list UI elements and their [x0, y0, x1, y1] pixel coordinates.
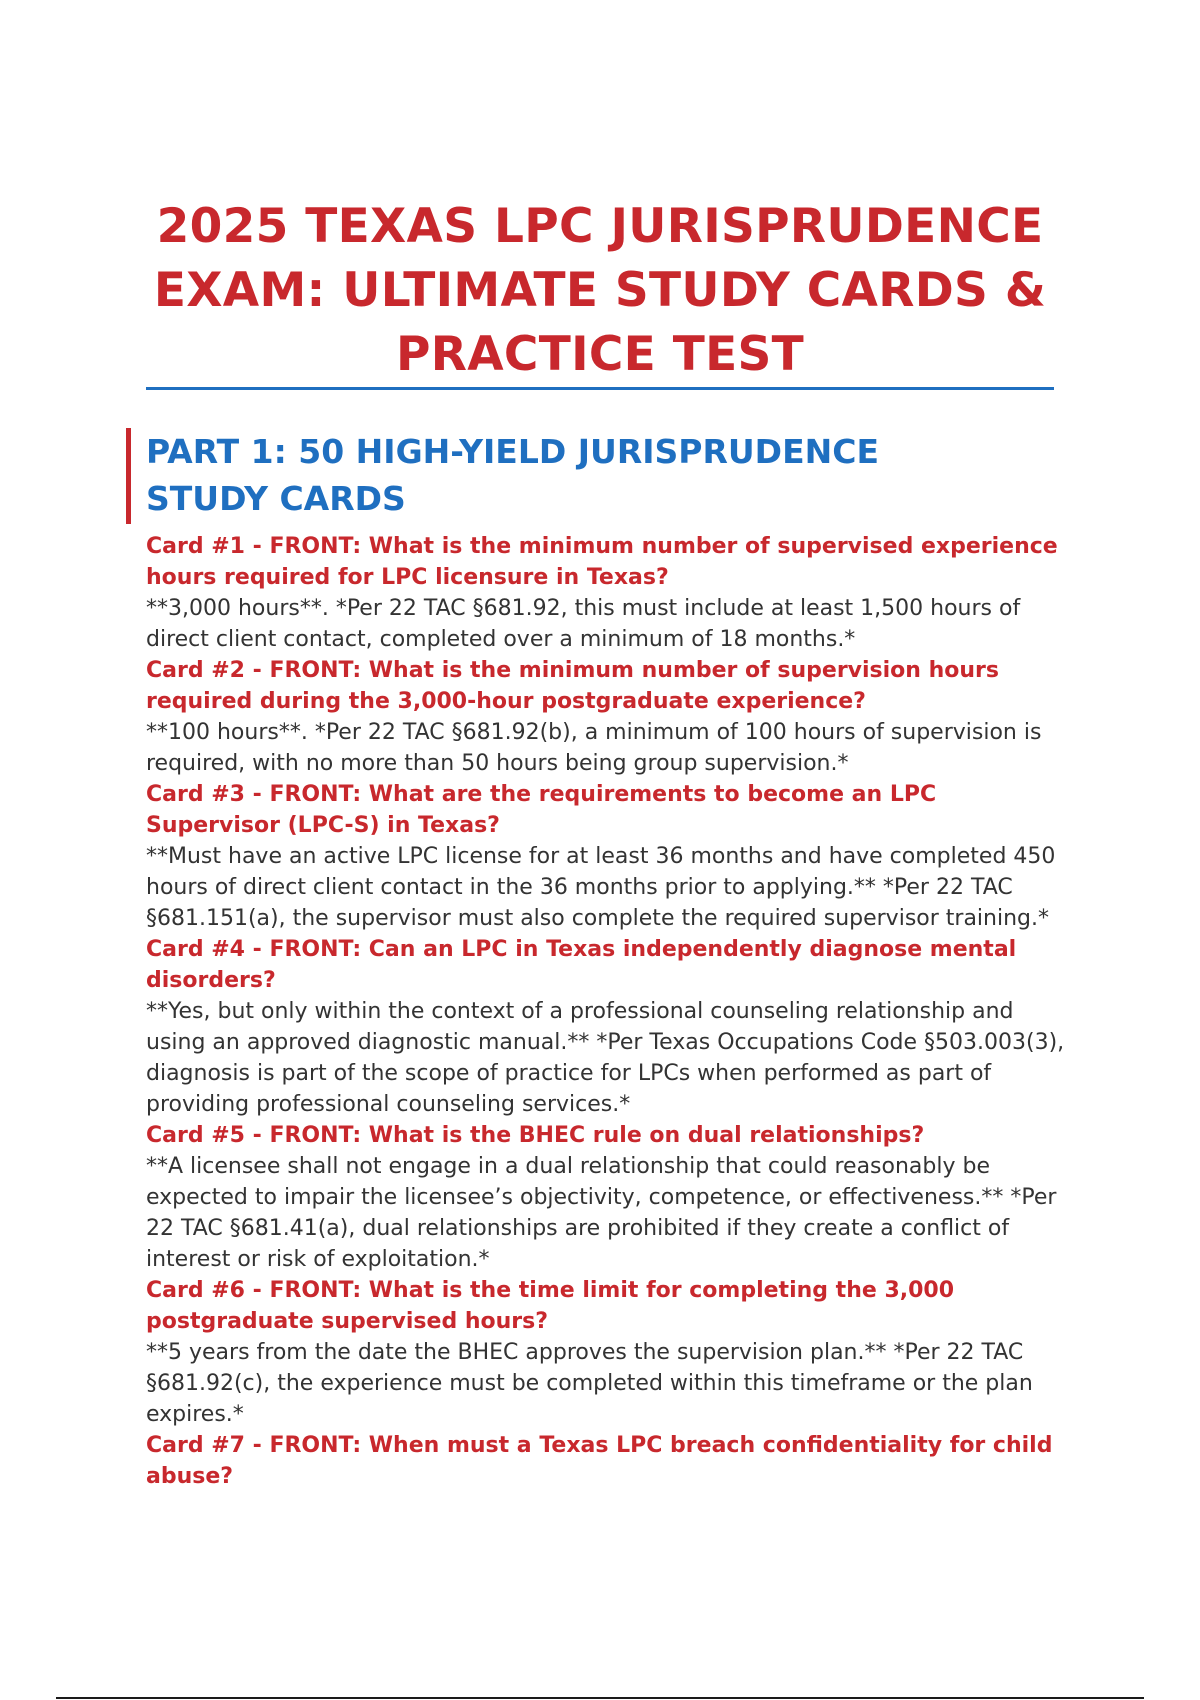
study-card — [146, 934, 1066, 1120]
card-question: Card #1 - FRONT: What is the minimum number of supervised experience hours required for LPC licensure in Texas? — [146, 534, 1058, 590]
document-title: 2025 TEXAS LPC JURISPRUDENCE EXAM: ULTIMATE STUDY CARDS & PRACTICE TEST — [153, 199, 1047, 382]
card-question: Card #6 - FRONT: What is the time limit for completing the 3,000 postgraduate supervised hours? — [146, 1278, 955, 1334]
study-card — [146, 1275, 1066, 1430]
card-question: Card #2 - FRONT: What is the minimum number of supervision hours required during the 3,000-hour postgraduate experience? — [146, 658, 1000, 714]
card-question: Card #5 - FRONT: What is the BHEC rule on dual relationships? — [146, 1123, 925, 1148]
section-accent-bar — [126, 428, 131, 524]
study-card — [146, 1430, 1066, 1492]
card-answer: **A licensee shall not engage in a dual relationship that could reasonably be expected to impair the licensee’s objectivity, competence, or effectiveness.** *Per 22 TAC §681.41(a), dual relationships are prohibited if they create a conflict of interest or risk of exploitation.* — [146, 1154, 1057, 1272]
study-card — [146, 779, 1066, 934]
card-question: Card #4 - FRONT: Can an LPC in Texas independently diagnose mental disorders? — [146, 937, 1017, 993]
page-bottom-divider — [56, 1697, 1144, 1699]
study-card — [146, 655, 1066, 779]
card-answer: **Yes, but only within the context of a professional counseling relationship and using an approved diagnostic manual.** *Per Texas Occupations Code §503.003(3), diagnosis is part of the scope of practice for LPCs when performed as part of providing professional counseling services.* — [146, 999, 1065, 1117]
card-answer: **Must have an active LPC license for at least 36 months and have completed 450 hours of direct client contact in the 36 months prior to applying.** *Per 22 TAC §681.151(a), the supervisor must also complete the required supervisor training.* — [146, 844, 1056, 931]
card-answer: **5 years from the date the BHEC approves the supervision plan.** *Per 22 TAC §681.92(c), the experience must be completed within this timeframe or the plan expires.* — [146, 1340, 1033, 1427]
study-cards-list — [146, 531, 1066, 1492]
card-question: Card #3 - FRONT: What are the requirements to become an LPC Supervisor (LPC-S) in Texas? — [146, 782, 937, 838]
title-divider — [146, 387, 1054, 390]
card-answer: **3,000 hours**. *Per 22 TAC §681.92, this must include at least 1,500 hours of direct client contact, completed over a minimum of 18 months.* — [146, 596, 1021, 652]
section-heading: PART 1: 50 HIGH-YIELD JURISPRUDENCE STUDY CARDS — [146, 432, 879, 518]
study-card — [146, 531, 1066, 655]
card-question: Card #7 - FRONT: When must a Texas LPC breach confidentiality for child abuse? — [146, 1433, 1053, 1489]
card-answer: **100 hours**. *Per 22 TAC §681.92(b), a minimum of 100 hours of supervision is required, with no more than 50 hours being group supervision.* — [146, 720, 1042, 776]
study-card — [146, 1120, 1066, 1275]
